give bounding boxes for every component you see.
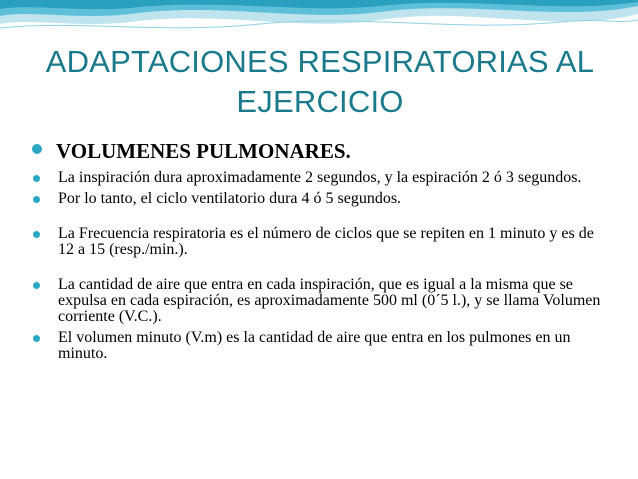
bullet-dot-icon [33,196,40,203]
title-line-2: EJERCICIO [236,84,404,119]
bullet-item [30,277,610,325]
bullet-text: Por lo tanto, el ciclo ventilatorio dura 4 ó 5 segundos. [58,190,402,207]
bullet-text: El volumen minuto (V.m) es la cantidad de aire que entra en los pulmones en un minuto. [58,329,571,362]
bullet-item [30,191,610,207]
bullet-dot-icon [33,335,40,342]
bullet-item [30,330,610,362]
slide-content [30,139,610,362]
bullet-dot-icon [33,175,40,182]
bullet-text: La inspiración dura aproximadamente 2 segundos, y la espiración 2 ó 3 segundos. [58,169,582,186]
section-heading-text: VOLUMENES PULMONARES. [56,139,351,163]
bullet-dot-icon [33,231,40,238]
section-heading [30,139,610,163]
bullet-dot-icon [33,282,40,289]
bullet-text: La cantidad de aire que entra en cada inspiración, que es igual a la misma que se expulsa en cada espiración, es aproximadamente 500 ml (0´5 l.), y se llama Volumen corriente (V.C.). [58,276,601,325]
bullet-text: La Frecuencia respiratoria es el número de ciclos que se repiten en 1 minuto y es de 12 a 15 (resp./min.). [58,225,594,258]
bullet-item [30,226,610,258]
slide-title [20,42,620,122]
bullet-dot-icon [32,144,42,154]
title-line-1: ADAPTACIONES RESPIRATORIAS AL [45,44,595,79]
header-wave-decoration [0,0,638,40]
bullet-item [30,170,610,186]
